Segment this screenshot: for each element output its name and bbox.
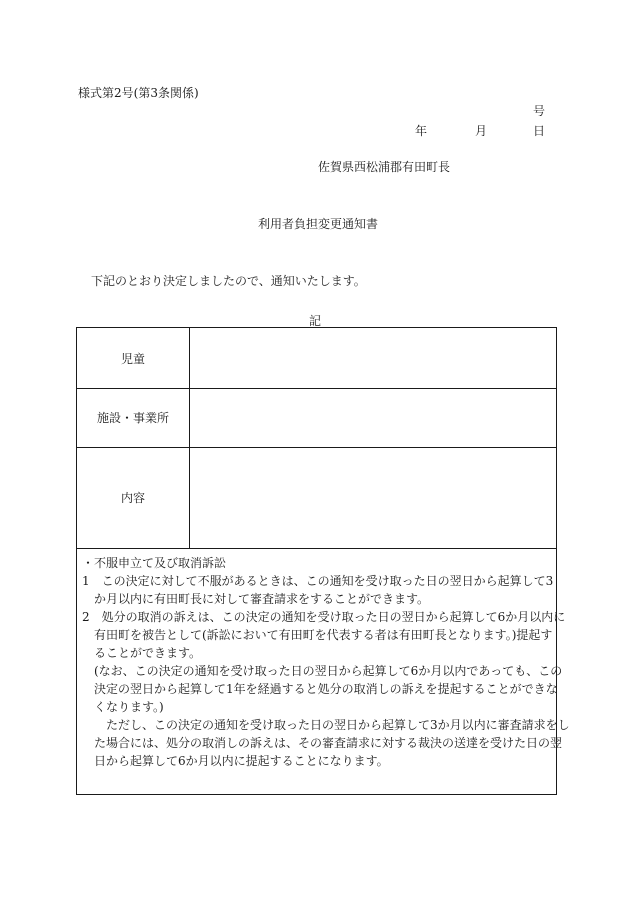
form-label: 様式第2号(第3条関係) — [78, 86, 199, 100]
table-row-content — [77, 447, 556, 549]
date-month-label: 月 — [475, 124, 488, 138]
intro-text: 下記のとおり決定しましたので、通知いたします。 — [91, 274, 366, 288]
note-line: た場合には、処分の取消しの訴えは、その審査請求に対する裁決の送達を受けた日の翌 — [82, 736, 563, 750]
facility-label: 施設・事業所 — [77, 388, 190, 447]
date-day-label: 日 — [533, 124, 546, 138]
content-label: 内容 — [77, 447, 190, 548]
note-line: 有田町を被告として(訴訟において有田町を代表する者は有田町長となります。)提起す — [82, 628, 553, 642]
note-line: くなります。) — [82, 700, 164, 714]
table-row-child — [77, 328, 556, 389]
date-year-label: 年 — [415, 124, 428, 138]
document-title: 利用者負担変更通知書 — [258, 217, 379, 231]
issuer-name: 佐賀県西松浦郡有田町長 — [318, 160, 451, 174]
table-row-facility — [77, 388, 556, 448]
child-value — [190, 328, 556, 388]
document-number-label: 号 — [533, 104, 546, 118]
note-line: 2 処分の取消の訴えは、この決定の通知を受け取った日の翌日から起算して6か月以内に — [82, 610, 566, 624]
note-line: か月以内に有田町長に対して審査請求をすることができます。 — [82, 592, 430, 606]
notes-heading: ・不服申立て及び取消訴訟 — [82, 556, 227, 570]
content-value — [190, 447, 556, 548]
note-line: ることができます。 — [82, 646, 202, 660]
note-line: 日から起算して6か月以内に提起することになります。 — [82, 754, 389, 768]
note-line: (なお、この決定の通知を受け取った日の翌日から起算して6か月以内であっても、この — [82, 664, 563, 678]
child-label: 児童 — [77, 328, 190, 388]
note-line: ただし、この決定の通知を受け取った日の翌日から起算して3か月以内に審査請求をし — [82, 718, 570, 732]
ki-heading: 記 — [309, 314, 322, 328]
note-line: 決定の翌日から起算して1年を経過すると処分の取消しの訴えを提起することができな — [82, 682, 558, 696]
notice-table — [76, 327, 570, 795]
facility-value — [190, 388, 556, 447]
note-line: 1 この決定に対して不服があるときは、この通知を受け取った日の翌日から起算して3 — [82, 574, 554, 588]
appeal-notes — [82, 554, 570, 770]
